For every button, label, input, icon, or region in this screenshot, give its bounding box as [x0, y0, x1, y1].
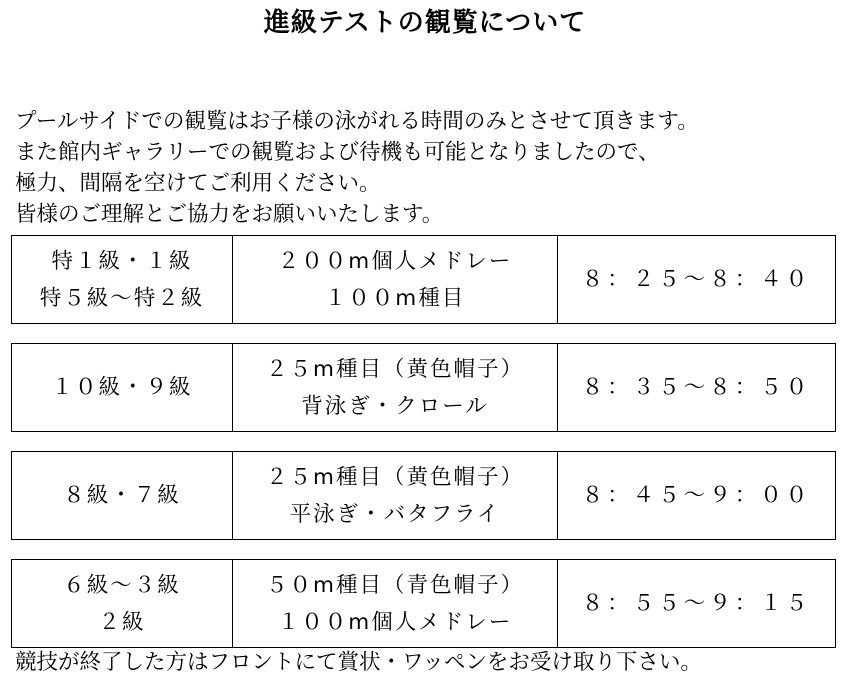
grade-label: １０級・９級 [51, 375, 193, 400]
intro-line: プールサイドでの観覧はお子様の泳がれる時間のみとさせて頂きます。 [15, 109, 699, 134]
time-cell: ８：５５～９：１５ [558, 560, 836, 648]
grade-label: 特１級・１級 [51, 248, 193, 274]
grade-cell [12, 344, 233, 432]
schedule-table-1 [11, 235, 836, 324]
schedule-table-4 [11, 559, 836, 648]
event-label: １００m個人メドレー [277, 609, 513, 635]
grade-label: 特５級～特２級 [39, 285, 205, 311]
event-cell [233, 560, 558, 648]
grade-label: ２級 [98, 609, 146, 635]
time-cell: ８：３５～８：５０ [558, 344, 836, 432]
event-label: ２５m種目（黄色帽子） [266, 356, 524, 382]
intro-text [15, 106, 699, 230]
grade-cell [12, 452, 233, 540]
event-label: 平泳ぎ・バタフライ [289, 501, 501, 527]
grade-cell [12, 560, 233, 648]
schedule-row [12, 344, 836, 432]
event-cell [233, 236, 558, 324]
grade-label: ６級～３級 [63, 572, 181, 598]
event-label: ２００m個人メドレー [277, 248, 513, 274]
grade-cell [12, 236, 233, 324]
schedule-row [12, 560, 836, 648]
event-label: ５０m種目（青色帽子） [266, 572, 524, 598]
event-label: １００m種目 [324, 285, 466, 311]
event-cell [233, 452, 558, 540]
intro-line: 皆様のご理解とご協力をお願いいたします。 [15, 202, 444, 227]
time-cell: ８：２５～８：４０ [558, 236, 836, 324]
intro-line: また館内ギャラリーでの観覧および待機も可能となりましたので、 [15, 140, 660, 165]
event-cell [233, 344, 558, 432]
grade-label: ８級・７級 [63, 483, 181, 508]
intro-line: 極力、間隔を空けてご利用ください。 [15, 171, 381, 196]
schedule-row [12, 236, 836, 324]
schedule-table-2 [11, 343, 836, 432]
event-label: ２５m種目（黄色帽子） [266, 464, 524, 490]
schedule-row [12, 452, 836, 540]
footer-note: 競技が終了した方はフロントにて賞状・ワッペンをお受け取り下さい。 [15, 650, 702, 675]
schedule-table-3 [11, 451, 836, 540]
event-label: 背泳ぎ・クロール [301, 393, 489, 419]
page-title: 進級テストの観覧について [263, 8, 587, 38]
time-cell: ８：４５～９：００ [558, 452, 836, 540]
